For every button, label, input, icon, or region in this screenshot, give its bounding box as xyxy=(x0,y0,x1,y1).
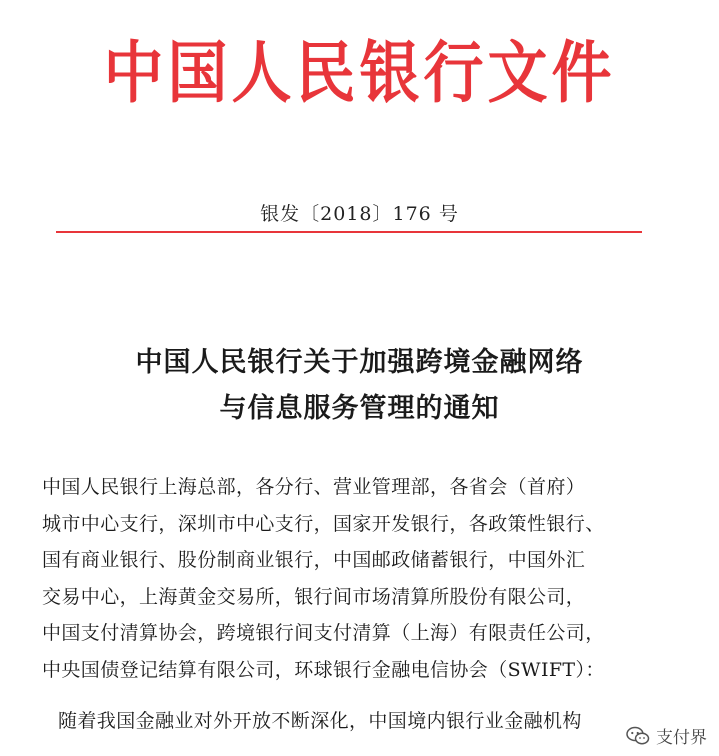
notice-title-line-2: 与信息服务管理的通知 xyxy=(219,393,500,424)
document-number: 银发〔2018〕176 号 xyxy=(260,203,459,225)
addressee-line: 中央国债登记结算有限公司，环球银行金融电信协会（SWIFT）： xyxy=(42,658,605,681)
source-watermark xyxy=(624,721,711,750)
watermark-label: 支付界 xyxy=(656,728,707,748)
notice-title-line-1: 中国人民银行关于加强跨境金融网络 xyxy=(135,347,584,378)
addressee-list xyxy=(42,469,662,688)
notice-title xyxy=(0,340,719,432)
addressee-line: 交易中心，上海黄金交易所，银行间市场清算所股份有限公司， xyxy=(42,585,586,608)
body-paragraph: 随着我国金融业对外开放不断深化，中国境内银行业金融机构 xyxy=(58,710,582,732)
addressee-line: 城市中心支行，深圳市中心支行，国家开发银行，各政策性银行、 xyxy=(42,512,605,535)
addressee-line: 中国支付清算协会，跨境银行间支付清算（上海）有限责任公司， xyxy=(42,622,605,644)
document-header-title: 中国人民银行文件 xyxy=(103,34,616,113)
header-divider xyxy=(56,231,642,233)
wechat-icon xyxy=(626,726,650,746)
addressee-line: 中国人民银行上海总部，各分行、营业管理部，各省会（首府） xyxy=(42,476,586,498)
addressee-line: 国有商业银行、股份制商业银行，中国邮政储蓄银行，中国外汇 xyxy=(42,549,586,571)
